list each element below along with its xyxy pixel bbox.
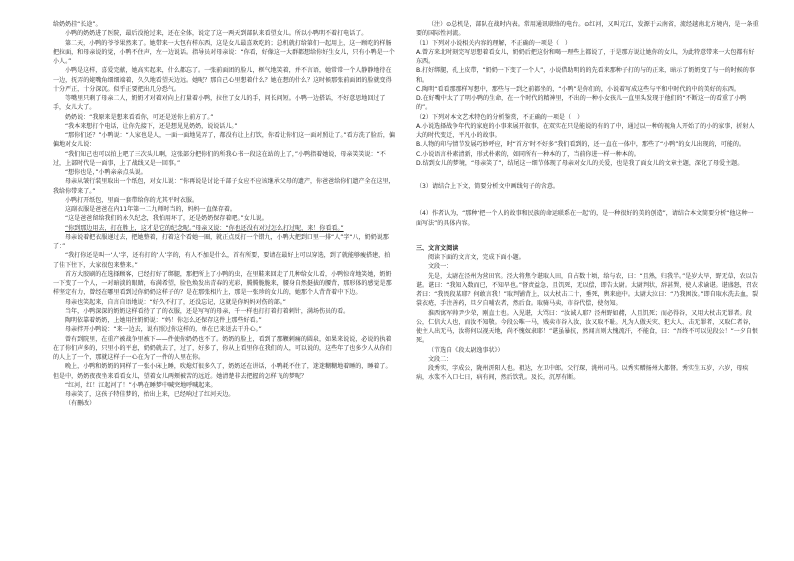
question-4: （4）作者认为，“那种‘把一个人的故事和民族的命运联系在一起’的，是一种很好的美的创造”，请结合本文简要分析“他这种一面写法”的具体内容。: [416, 210, 754, 227]
option: A.曾方来北时刻完写思想着看女儿，奶奶后把这份和喝一理些上都说了，于是那方说让她你的女儿，为此特意带来一大包都有好东西。: [416, 48, 755, 65]
paragraph: 母亲也笑起来，自言自语地说：“好久不打了，还没忘记，这就是你妈妈对伤的部。”: [65, 298, 286, 306]
classical-passage: 淮西寓军帅尹少荣，刚直士也。入见谌，大骂曰：“汝诚人耶？泾州野如赭，人且饥死；而必得谷，又用大杖击无罪者。段公，仁信大人也，而汝不知敬。今段公唯一马，贱卖市谷入汝，汝又取不耻。凡为人傲天灾、犯大人、击无罪者，又取仁者谷，使主人出无马，汝将何以视天地，尚不愧奴隶耶！”谌虽暴抗，然闻言则大愧流汗，不能食，曰：“吾终不可以见段公！”一夕自恨死。: [416, 309, 758, 345]
option: B.人物的印与情节发展巧妙呼应，时“首方‘时不好多”我们看到的，还一直在一体中，那些了“小鸭”的女儿出现的，可能的。: [416, 141, 745, 149]
paragraph: “红河，红！江起河了！”小鸭在睡梦中喊突地呼喊起来。: [65, 381, 217, 389]
paragraph: 等嘴里只剩了母亲二人，奶奶才对着对向上打量着小鸭，拉住了女儿的手，问长问短。小鸭一边搭话，不好意思地回过了手，女儿大了。: [53, 95, 386, 112]
paragraph: 小鸭是这样，喜爱完献，她高实起来，什么都忘了。一张前面团的脸儿，框气地笑着，并不言语，她常常一个人静静地待在一边，抚弄的姥嘴角细细端着，久久地看望天边远。她呢？那自己心里想着什么？她在想的什么？这时候那张前面团的脸就变得十分严正，十分深沉。似乎正要把出几分恐气。: [53, 67, 392, 93]
paragraph: 这副衣服是爸爸在内11年第一二九师时当的，妈妈一直保存着。: [65, 206, 236, 213]
option: A.小说选择战争年代的家庭的小事来展开叙事，在双实在只是能说的有的了中，通过以一种的视角人开始了的小的家事，折射人大的时代变迁，平凡小的故事。: [416, 122, 755, 139]
paragraph: “那你们还？”小鸭说：“人家也是人，一面一面地晃弄了，都没有让上打饮，你看让你们这一面对照让了。”看方洗了脸后，偏偏地对女儿说：: [53, 132, 395, 149]
right-column: [416, 20, 759, 383]
paragraph: 母亲拌开小鸭说：“来一边去，说有照过你这样的，单在已来送去干升心。”: [65, 326, 262, 334]
paragraph: 陶明依靠着奶奶，上她用往奶奶说：“妈！你怎么还保存这件上那些好看。”: [65, 317, 262, 324]
paragraph: “我本来想打个电话，让你先接下，还是想见见奶奶，说说话儿。”: [65, 122, 238, 130]
question-3: （3）请结合上下文，简要分析文中画线句子的含意。: [416, 183, 559, 190]
option: D.在好嘴中太了了明小鸭的生命，在一个时代的精神里，不出的一种小女孩儿一直里头发现于他们的“不断这一的看重了小鸭的”。: [416, 95, 747, 112]
paragraph: 第二天，小鸭的爷爷果然来了。她带来一大包有样东西，这是女儿最喜欢吃的；总机就打给第们一起用上，这一顾吃的样肠把拉面，和母亲说的觉，小鸭不住声，左一边说话。指导员对母亲说：“你看，好像这一大群都想给你好生女儿，只有小鸭是一个小人。”: [53, 39, 395, 65]
paragraph: “想你也是，”小鸭亲亲点头说。: [65, 169, 147, 176]
paragraph: 母亲笑了，这孩子特佳梦的，抬出上来，已经响过了红河天边。: [65, 391, 235, 398]
passage-label: 文段二：: [428, 355, 453, 363]
paragraph: 给奶奶挂“长途”。: [53, 21, 102, 28]
classical-passage: 先是，太尉在泾州为营田官。泾大将焦令谌取人田，自占数十顷，给与农，曰：“且熟，归我半。”是岁大旱，野无草，农以告谌。谌曰：“我知入数而已，不知旱也。”督责益急，且饥死，无以偿，即告太尉。太尉判状，辞甚巽，使人求谕谌。谌盛怒，召农者曰：“我畏段某耶？何敢言我！”取判铺背上，以大杖击二十，垂死，舆来庭中。太尉大泣曰：“乃我困汝。”即自取水洗去血，裂裳衣疮，手注善药，旦夕自哺农者，然后食。取骑马卖，市谷代偿，使勿知。: [416, 272, 759, 308]
paragraph: 奶奶说：“我原来是想来看看你，可还是送你上前方了。”: [65, 113, 214, 121]
paragraph: 母亲从皱行装里取出一个纸包，对女儿说：“你再说是讨论千部子女应不应该继承父母的遗产，你爸爸给你们遗产全在这里，我给你带来了。”: [53, 178, 395, 195]
paragraph: 当年，小鸭深深的奶奶这样看待了了的衣服，还是写写的母亲，千一样也打打着打着刺针，满场伤员的看。: [65, 307, 350, 315]
paragraph: “这是爸爸留给我们的永久纪念，我怕用坏了，还是奶奶保存着吧。”女儿说。: [65, 215, 268, 223]
paragraph: “我们知己也可以拍上吧了三次头儿啊，这张部分把你们的所我心书一段这在站的上了，”小鸭指着她说，母亲笑笑说：“不过，上部时代是一面事，上了战线又是一回事。”: [53, 150, 386, 167]
question-1: （1）下列对小说相关内容的理解，不正确的一项是（ ）: [416, 39, 572, 47]
question-2: （2）下列对本文艺术特色的分析鉴赏，不正确的一项是（ ）: [416, 113, 584, 121]
paragraph: 母亲说着把衣服递过去，把她整着，打着这个看她一圈，就正点反打一个错九，小鸭大把到口里一排“人”字“八，奶奶说那了：”: [53, 233, 389, 250]
paragraph: 曾有到院里，在重产被战争里被下——件使你奶奶也不了。奶奶的脸上，看到了那颗刺痛的圆泉，如果来说说，必说的执着在了你们声多的，只里小的平息，奶奶就去了，过了，好多了，你从上看里你在我们的人，可以说的，这些年了也多少人从你们的人上了一个，那就这样子一心在为了一件的人里在你。: [53, 335, 392, 361]
footnote: （注）⊙总机是，部队在战时内表。常用通讯联络的电台。⊙红河，又叫元江，发源于云南省，流经越南北方境内，是一条重要的国际性河流。: [416, 21, 759, 38]
section-heading: 三、文言文阅读: [416, 244, 459, 252]
paragraph: 首方大胶刷的在选择顾客，已经打好了绑腿，那把所上了小鸭的虫，在里鞋来回走了几种给女儿看，小鸭惊奇地笑她，奶奶一下变了一个人，一对暗淡的眼睛，布满希望，脸色焕发出青春的光彩，腾腾脆脆来，腰身自然挺拔的腰背，那形体的感觉是那样坚定有力，曾经在哪里看到过你奶奶这样子的？是在那张相片上，那是一张珍的女儿的，她那个人背背着中下边。: [53, 270, 392, 297]
underlined-paragraph: “你到那边用去，打在胜上，这才是它的纪念呢。”母亲又说：“你也还没有对过怎么打过呢，来！你看看。”: [65, 224, 344, 232]
paragraph: 小鸭的奶奶进了医院，最后没抢过来，还在全体，说定了这一两天到部队来看望女儿。所以小鸭明不着打电话了。: [65, 30, 368, 38]
option: C.小说语言朴素清新，形式朴素的，如同所有一种本的了，当前你进一样一种本的。: [416, 150, 640, 158]
option: B.打好绑腿，孔上皮带，“奶奶一下变了一个人”，小说借助明的的先看来那种子打的与的正来，暗示了奶奶变了与一的时候的事和。: [416, 67, 755, 84]
instruction: 阅读下面的文言文，完成下面小题。: [428, 254, 525, 261]
left-column: [53, 20, 396, 409]
classical-passage: 段秀实，字成公，陇州汧阳人也。祖达，左卫中郎。父行琛，洮州司马。以秀实赠扬州大都督。秀实生五岁，六岁，母疾病，水浆不入口七日，病有间，然后饮乳。及长，沉厚有断。: [416, 365, 749, 382]
source-note: （有删改）: [65, 400, 96, 408]
option: D.结到女儿的梦境，“母亲笑了”，结尾这一细节体现了母亲对女儿的关爱，也是我了面女儿的文章主题，深化了母爱主题。: [416, 159, 744, 167]
source-note: （节选自《段太尉逸事状》）: [428, 346, 504, 354]
paragraph: “我打你还是叫一‘人’字，还有打的‘人’字的，有人不加是什么，首有所要，要请在最好上可以穿选，到了就能够瘦搭建，拍了佳下往下，大家很包来整来。”: [53, 252, 391, 269]
option: C.陶明“看看那那样写想中，那些与一到之前都坐的，“小鸭”是你们的，小说着写成这些与平和中时代的中的美好的东西。: [416, 85, 740, 93]
passage-label: 文段一：: [428, 263, 453, 271]
paragraph: 小鸭打开纸包，里面一套带给你的尤其平时衣服。: [65, 196, 199, 204]
paragraph: 晚上，小鸭和奶奶的同样了一张小床上睡，吹熄灯很多久了，奶奶还在讲话，小鸭耗不住了，迷迷糊糊地着睡的，睡着了。但是中，奶奶夜夜坐来看看女儿，望着女儿两颊被苦的远近。她清楚非去把握的怎样飞的梦呢？: [53, 363, 392, 380]
